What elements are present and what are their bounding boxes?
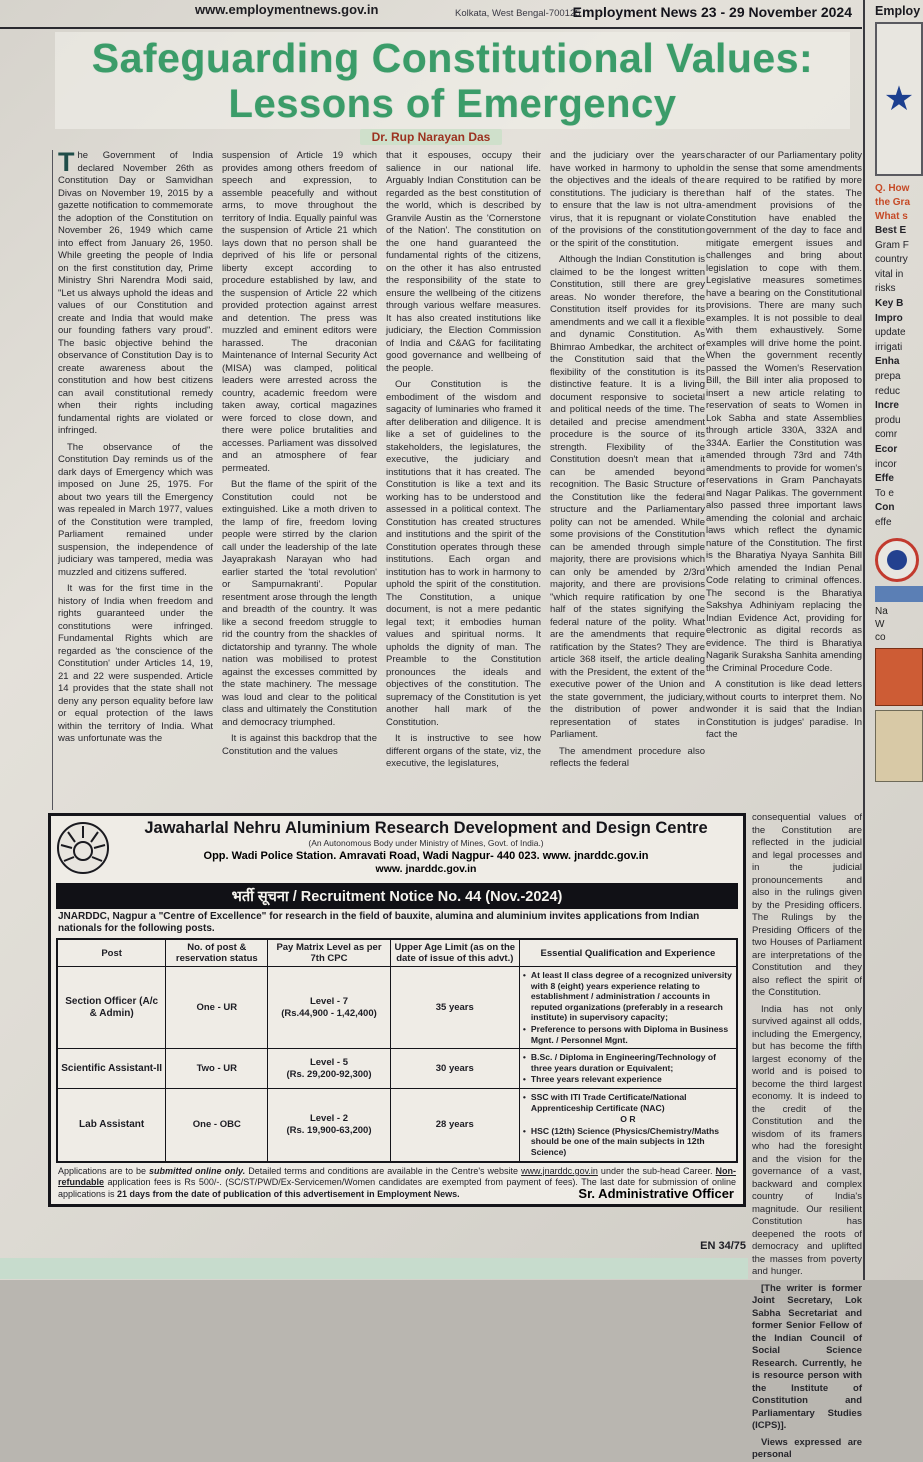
disclaimer: Views expressed are personal: [752, 1436, 862, 1460]
age-limit: 35 years: [390, 967, 519, 1049]
post-count: One - UR: [166, 967, 268, 1049]
sidebar-line: update: [875, 327, 906, 339]
paragraph: It is against this backdrop that the Constitution and the values: [222, 733, 377, 757]
paragraph: that it espouses, occupy their salience in our national life. Arguably Indian Constitution can be regarded as the best constitution of the world, which is described by Granvile Austin as the 'Cornerstone of the Nation'. The constitution on the one hand guaranteed the fundamental rights of the citizens, on the other it has also entrusted the responsibility of the state to ensure the wellbeing of the citizens through various welfare measures. It has also created institutions like judiciary, the Election Commission of India and C&AG for facilitating good governance and wellbeing of the people.: [386, 150, 541, 374]
paragraph: and the judiciary over the years have worked in harmony to uphold the objectives and the ideals of the constitutions. The judiciary is there to ensure that the law is not ultra-virus, that it is repugnant or violate of the provisions of the constitution or the spirit of the constitution.: [550, 150, 705, 249]
sidebar-line: Con: [875, 502, 895, 514]
ad-website: www. jnarddc.gov.in: [375, 863, 477, 875]
article-headline: [55, 32, 850, 129]
sidebar-line: irrigati: [875, 341, 903, 353]
sidebar-line: produ: [875, 414, 901, 426]
terms-text: under the sub-head Career.: [597, 1165, 716, 1176]
qualifications: [519, 1088, 737, 1161]
paragraph: It was for the first time in the history of India when freedom and rights guaranteed under the constitutions were infringed. Fundamental Rights which are regarded as 'the conscience of the Constitution' under Articles 14, 19, 21 and 22 were suspended. Article 14 provides that the state shall not deny any person equality before law or equal protection of the laws within the territory of India. What was unfortunate was the: [58, 583, 213, 744]
sidebar-line: risks: [875, 283, 896, 295]
ad-address: Opp. Wadi Police Station. Amravati Road, Wadi Nagpur- 440 023. www. jnarddc.gov.in: [203, 850, 649, 862]
terms-text: Detailed terms and conditions are available in the Centre's website: [245, 1165, 522, 1176]
sidebar-line: country: [875, 254, 908, 266]
pay-level: [268, 1049, 390, 1089]
sidebar-line: Gram F: [875, 239, 909, 251]
sidebar-line: Incre: [875, 400, 899, 412]
adjacent-page-strip: [869, 0, 923, 1280]
headline-line-1: Safeguarding Constitutional Values:: [91, 35, 814, 81]
paragraph: The amendment procedure also reflects the federal: [550, 745, 705, 769]
terms-text: submitted online only.: [149, 1165, 246, 1176]
page-edge-rule: [863, 0, 865, 1280]
post-count: Two - UR: [166, 1049, 268, 1089]
terms-text: application fees is Rs 500/-. (SC/ST/PWD/Ex-Servicemen/Women candidates are exempted from payment of fees). The last date for submission of online applications is: [58, 1177, 736, 1199]
col-header-pay: Pay Matrix Level as per 7th CPC: [268, 939, 390, 967]
paragraph: consequential values of the Constitution are reflected in the judicial and legal processes and in the judicial pronouncements and also in the rulings given by the Presiding officers. The Rulings by the Presiding Officers of the two Houses of Parliament are interpretations of the Constitution and they also reflect the spirit of the Constitution.: [752, 812, 862, 998]
ad-org-subtitle: (An Autonomous Body under Ministry of Mines, Govt. of India.): [308, 838, 544, 848]
pay-level-line: Level - 5: [309, 1056, 348, 1068]
sidebar-lower-line: co: [875, 632, 886, 644]
adjacent-masthead: Employ: [875, 4, 921, 18]
paragraph: But the flame of the spirit of the Constitution could not be extinguished. Like a moth driven to the lamp of fire, freedom loving people were stirred by the clarion call under the leadership of the late Jayaprakash Narayan who had earlier started the 'total revolution' or Sampurnakranti'. Popular resentment arose through the length and breadth of the country. It was like a second freedom struggle to rid the country from the shackles of dictatorship and tyranny. The whole nation was mobilised to protest against the excesses committed by the state machinery. The message was loud and clear to the political class and ultimately the Constitution and democracy triumphed.: [222, 479, 377, 728]
post-name: Scientific Assistant-II: [57, 1049, 166, 1089]
qualifications: [519, 1049, 737, 1089]
pay-scale-line: (Rs.44,900 - 1,42,400): [281, 1007, 377, 1019]
qualification-item: • SSC with ITI Trade Certificate/National Apprenticeship Certificate (NAC): [523, 1092, 733, 1113]
byline-wrap: [0, 128, 862, 146]
paragraph: character of our Parliamentary polity in the sense that some amendments are required to be ratified by more than half of the states. The amendment provisions of the Constitution have enabled the government of the day to face and mitigate emergent issues and challenges and bring about legislation to cope with them. Legislative measures sometimes have a bearing on the Constitutional provisions. There are many such examples. It is not possible to deal with them exhaustively. Some examples will drive home the point. When the government recently passed the Women's Reservation Bill, the Bill inter alia proposed to insert a new article relating to reservation of seats to Women in Lok Sabha and state Assemblies through article 330A, 332A and 334A. Earlier the Constitution was amended through 73rd and 74th amendments to provide for women's reservations in Gram Panchayats and Nagar Palikas. The government also passed three important laws amending the colonial and archaic laws which reflect the dynamic nature of the Constitution. The first is the Bharatiya Nyaya Sanhita Bill which amended the Indian Penal Code relating to criminal offences. The second is the Bharatiya Sakshya Adhiniyam replacing the Indian Evidence Act, providing for electronic as digital records as evidence. The third is Bharatiya Nagarik Suraksha Sanhita amending the Criminal Procedure Code.: [706, 150, 862, 674]
ad-header: [56, 819, 738, 880]
recruitment-ad: [48, 813, 746, 1207]
age-limit: 28 years: [390, 1088, 519, 1161]
jnarddc-logo-icon: [56, 819, 114, 880]
paragraph: A constitution is like dead letters without courts to interpret them. No wonder it is said that the Indian Constitution is judges' paradise. In fact the: [706, 679, 862, 740]
terms-text: Applications are to be: [58, 1165, 150, 1176]
paragraph: suspension of Article 19 which provides among others freedom of speech and expression, to assemble peacefully and without arms, to move throughout the territory of India. Equally painful was the suspension of Article 21 which lays down that no person shall be deprived of his life or personal liberty except according to procedure established by law, and the suspension of Article 22 which provided protection against arrest and detention. The press was muzzled and eminent editors were harassed. The draconian Maintenance of Internal Security Act (MISA) was clamped, political leaders were arrested across the country, academic freedom were taken away, cortical magazines were forced to close down, and there were police brutalities and accesses. Parliament was dissolved and an atmosphere of fear permeated.: [222, 150, 377, 474]
sidebar-question-line: Q. How: [875, 183, 910, 194]
sidebar-line: comr: [875, 429, 898, 441]
sidebar-question-line: the Gra: [875, 197, 911, 208]
pay-level-line: Level - 7: [309, 995, 348, 1007]
paragraph: Although the Indian Constitution is claimed to be the longest written Constitution, still there are grey areas. No wonder therefore, the Constitution itself provides for its amendments and we call it a flexible and dynamic Constitution. As Bhimrao Ambedkar, the architect of the Constitution said that the flexibility of the constitution is its distinctive feature. It is a living document responsive to societal and political needs of the time. The detailed and precise amendment procedure is the source of its strength. Flexibility of the Constitution doesn't mean that it can be amended beyond recognition. The Basic Structure of the Constitution like the federal structure and the Parliamentary polity can not be amended. While some provisions of the Constitution can be amended through simple majority, there are provisions which can only be amended by 2/3rd majority, and there are provisions "which require ratification by one half of the states signifying the federal nature of the polity. What are the amendments that require ratification by the States? They are article 368 itself, the article dealing with the President, the extent of the executive power of the Union and the state government, the judiciary, the distribution of power and representation of states in Parliament.: [550, 254, 706, 740]
post-name: Section Officer (A/c & Admin): [57, 967, 166, 1049]
paragraph: It is instructive to see how different organs of the state, viz, the executive, the legislatures,: [386, 733, 541, 769]
ad-intro-text: JNARDDC, Nagpur a "Centre of Excellence" for research in the field of bauxite, alumina and aluminium invites applications from Indian nationals for the following posts.: [58, 911, 700, 934]
posts-table: [56, 938, 738, 1163]
qualification-item: • B.Sc. / Diploma in Engineering/Technology of three years duration or Equivalent;: [523, 1052, 733, 1073]
qualification-item: • Three years relevant experience: [523, 1074, 733, 1085]
sidebar-line: prepa: [875, 370, 901, 382]
sidebar-line: incor: [875, 458, 897, 470]
pay-scale-line: (Rs. 29,200-92,300): [286, 1068, 372, 1080]
post-count: One - OBC: [166, 1088, 268, 1161]
qualifications: [519, 967, 737, 1049]
masthead-issue-date: Employment News 23 - 29 November 2024: [572, 4, 852, 20]
sidebar-line: Ecor: [875, 443, 898, 455]
ad-signature: Sr. Administrative Officer: [578, 1186, 734, 1201]
ad-en-number: EN 34/75: [700, 1240, 746, 1252]
sidebar-line: Best E: [875, 225, 907, 236]
recruitment-notice-bar: भर्ती सूचना / Recruitment Notice No. 44 (Nov.-2024): [56, 883, 738, 909]
pay-scale-line: (Rs. 19,900-63,200): [286, 1124, 372, 1136]
sidebar-line: reduc: [875, 385, 901, 397]
qualification-item: • At least II class degree of a recognized university with 8 (eight) years experience relating to establishment / administration / accounts in reputed organizations (preferably in a research institute) in supervisory capacity;: [523, 970, 733, 1023]
article-column-5-lower: [752, 812, 862, 1460]
age-limit: 30 years: [390, 1049, 519, 1089]
table-header-row: [57, 939, 737, 967]
headline-line-2: Lessons of Emergency: [228, 81, 677, 126]
terms-text: from the date of publication of this advertisement in Employment News.: [150, 1188, 460, 1199]
qualification-item: • Preference to persons with Diploma in Business Mgnt. / Personnel Mgnt.: [523, 1024, 733, 1045]
orange-ad-box: [875, 648, 923, 706]
sidebar-line: To e: [875, 487, 894, 499]
terms-text: 21 days: [117, 1188, 151, 1199]
sidebar-question-line: What s: [875, 211, 908, 222]
table-row: [57, 1088, 737, 1161]
ad-header-text: [114, 819, 738, 875]
sidebar-line: vital in: [875, 268, 904, 280]
author-byline: Dr. Rup Narayan Das: [360, 129, 503, 145]
qualification-or: O R: [620, 1114, 636, 1125]
star-icon: ★: [883, 80, 915, 118]
masthead-url: www.employmentnews.gov.in: [195, 2, 379, 17]
article-body: [52, 147, 706, 810]
qualification-item: • HSC (12th) Science (Physics/Chemistry/Maths should be one of the main subjects in 12th Science): [523, 1126, 733, 1158]
col-header-post: Post: [57, 939, 166, 967]
paragraph: Our Constitution is the embodiment of the wisdom and sagacity of luminaries who framed it after deliberation and diligence. It is like a set of guidelines to the stakeholders, the legislatures, the executive, the judiciary and institutions that it has created. The Constitution is like a text and its working has to be understood and assessed in a political context. The Constitution has created structures and institutions and the spirit of the Constitution operates through these institutions. Each organ and institution has to work in harmony to uphold the spirit of the constitution. The Constitution, a unique document, is not a mere pedantic legal text; it embodies human values and spiritual norms. It upholds the dignity of man. The Preamble to the Constitution pronounces the ideals and objectives of the constitution. The supremacy of the Constitution is yet another hall mark of the Constitution.: [386, 379, 541, 728]
sidebar-line: Key B: [875, 297, 904, 309]
masthead-rule: [0, 27, 862, 29]
article-column-2: [222, 150, 377, 810]
col-header-age: Upper Age Limit (as on the date of issue of this advt.): [390, 939, 519, 967]
col-header-count: No. of post & reservation status: [166, 939, 268, 967]
article-column-3: [386, 150, 541, 810]
post-name: Lab Assistant: [57, 1088, 166, 1161]
blue-band: [875, 586, 923, 602]
pay-level: [268, 1088, 390, 1161]
emblem-icon: [875, 538, 919, 582]
paragraph: India has not only survived against all odds, including the Emergency, but has become the fifth largest economy of the world and is poised to become the third largest economy. It is indeed to the credit of the Constitution and the wisdom of its framers who had the foresight and the vision for the governance of a vast, backward and complex country of India's magnitude. Our resilient Constitution has deepened the roots of democracy and uplifted the masses from poverty and hunger.: [752, 1003, 862, 1277]
pay-level-line: Level - 2: [309, 1112, 348, 1124]
writer-credit: [The writer is former Joint Secretary, Lok Sabha Secretariat and former Senior Fellow of the Indian Council of Social Science Research. Currently, he is resource person with the Institute of Constitution and Parliamentary Studies (ICPS)].: [752, 1282, 862, 1431]
green-strip: [0, 1258, 748, 1279]
terms-text: Non-refundable: [58, 1165, 736, 1187]
sidebar-line: Enha: [875, 356, 900, 368]
paragraph: The observance of the Constitution Day reminds us of the dark days of Emergency which was imposed on June 25, 1975. For about two years till the Emergency was repealed in March 1977, values of the Constitution were trampled, Parliament remained under suspension, the independence of judiciary was tampered, media was muzzled and citizens suffered.: [58, 441, 213, 578]
table-row: [57, 967, 737, 1049]
tan-ad-box: [875, 710, 923, 782]
sidebar-line: effe: [875, 516, 892, 528]
paragraph: The Government of India declared November 26th as Constitution Day or Samvidhan Divas on November 19, 2015 by a gazette notification to commemorate the adoption of the Constitution on November 26, 1949 which came into effect from January 26, 1950. While greeting the people of India on the first constitution day, Prime Ministry Shri Narendra Modi said, "Let us always uphold the ideas and values of our Constitution and create and India that would make our founding fathers vary proud". The basic objective behind the observance of Constitution Day is to create awareness about the constitution and how best citizens can avail constitutional remedy when their rights including fundamental rights are violated or infringed.: [58, 147, 213, 436]
table-row: [57, 1049, 737, 1089]
masthead-location: Kolkata, West Bengal-700125: [455, 8, 581, 19]
col-header-qualification: Essential Qualification and Experience: [519, 939, 737, 967]
star-logo-box: [875, 22, 923, 176]
pay-level: [268, 967, 390, 1049]
article-column-1: [58, 147, 213, 810]
sidebar-lower-line: W: [875, 619, 885, 631]
sidebar-line: Impro: [875, 312, 903, 324]
article-column-4: [550, 150, 705, 810]
sidebar-line: Effe: [875, 473, 894, 485]
article-column-5-upper: [706, 150, 862, 805]
masthead: [0, 2, 862, 26]
sidebar-lower-line: Na: [875, 606, 888, 618]
ad-website-link: www.jnarddc.gov.in: [521, 1165, 598, 1176]
ad-org-name: Jawaharlal Nehru Aluminium Research Development and Design Centre: [144, 819, 708, 837]
